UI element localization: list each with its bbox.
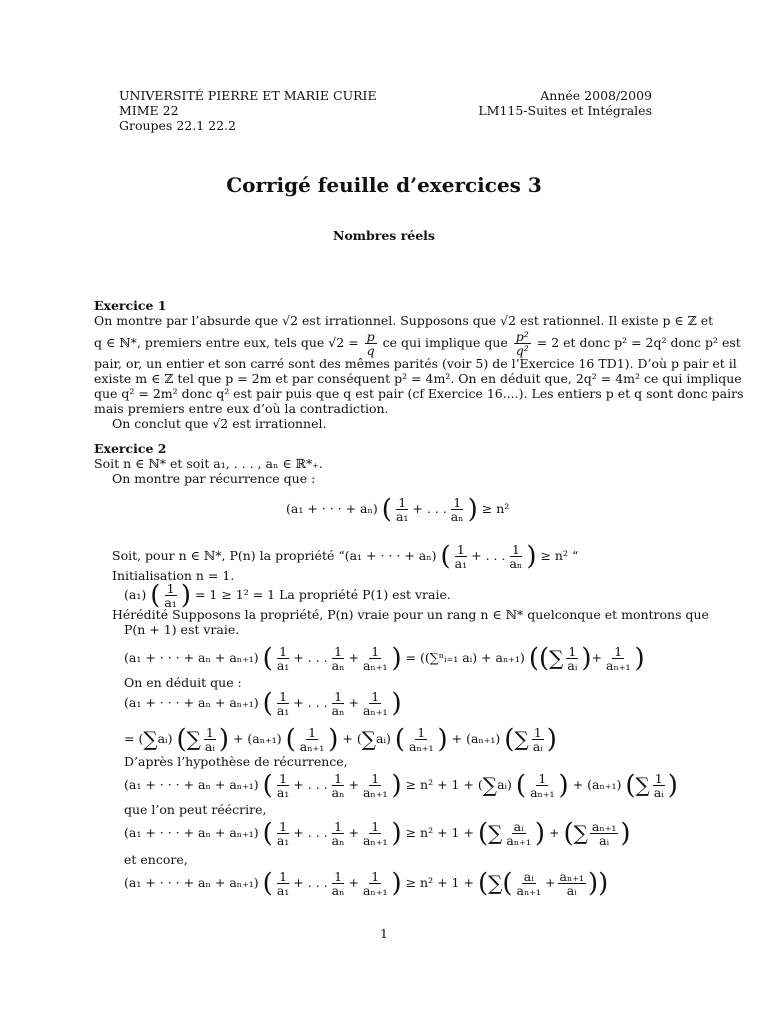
deduction-label: On en déduit que : [124, 675, 242, 690]
equation-main-inequality: (a₁ + · · · + aₙ) ( $\frac{1}{\text{a₁}}$ + . . . $\frac{1}{\text{aₙ}}$ ) ≥ n² [286, 494, 510, 525]
exercise-2-heading: Exercice 2 [94, 441, 167, 456]
ex1-line-5: que q² = 2m² donc q² est pair puis que q est pair (cf Exercice 16....). Les entiers p et q sont donc pairs [94, 386, 744, 401]
and-again-label: et encore, [124, 852, 188, 867]
groups: Groupes 22.1 22.2 [119, 118, 236, 133]
equation-lhs: (a₁ + · · · + aₙ + aₙ₊₁) ( $\frac{1}{\text{a₁}}$ + . . . $\frac{1}{\text{aₙ}}$ + $\frac{1}{\text{aₙ₊₁}}$ ) [124, 688, 402, 719]
university-name: UNIVERSITÉ PIERRE ET MARIE CURIE [119, 88, 377, 103]
ex1-conclusion: On conclut que √2 est irrationnel. [112, 416, 327, 431]
equation-expansion: (a₁ + · · · + aₙ + aₙ₊₁) ( $\frac{1}{\text{a₁}}$ + . . . $\frac{1}{\text{aₙ}}$ + $\frac{1}{\text{aₙ₊₁}}$ ) = ((∑ⁿᵢ₌₁ aᵢ) + aₙ₊₁) ((∑ $\frac{1}{\text{aᵢ}}$ )+ $\frac{1}{\text{aₙ₊₁}}$ ) [124, 643, 645, 674]
section-subtitle: Nombres réels [333, 228, 435, 243]
ex1-line-4: existe m ∈ ℤ tel que p = 2m et par conséquent p² = 4m². On en déduit que, 2q² = 4m² ce qui implique [94, 371, 742, 386]
ex1-line-1: On montre par l’absurde que √2 est irrationnel. Supposons que √2 est rationnel. Il existe p ∈ ℤ et [94, 313, 714, 328]
property-definition: Soit, pour n ∈ ℕ*, P(n) la propriété “(a₁ + · · · + aₙ) ( $\frac{1}{\text{a₁}}$ + . . . $\frac{1}{\text{aₙ}}$ ) ≥ n² “ [112, 541, 579, 572]
initialisation-label: Initialisation n = 1. [112, 568, 235, 583]
equation-final: (a₁ + · · · + aₙ + aₙ₊₁) ( $\frac{1}{\text{a₁}}$ + . . . $\frac{1}{\text{aₙ}}$ + $\frac{1}{\text{aₙ₊₁}}$ ) ≥ n² + 1 + (∑( $\frac{\text{aᵢ}}{\text{aₙ₊₁}}$ + $\frac{\text{aₙ₊₁}}{\text{aᵢ}}$ )) [124, 868, 609, 899]
academic-year: Année 2008/2009 [540, 88, 652, 103]
exercise-1-heading: Exercice 1 [94, 298, 167, 313]
ex2-line-1: Soit n ∈ ℕ* et soit a₁, . . . , aₙ ∈ ℝ*₊. [94, 456, 323, 471]
page-number: 1 [380, 926, 388, 941]
initialisation-equation: (a₁) ( $\frac{1}{\text{a₁}}$ ) = 1 ≥ 1² = 1 La propriété P(1) est vraie. [124, 580, 451, 611]
fraction-p-over-q: $\frac{p}{q}$ [366, 329, 375, 358]
ex1-line-3: pair, or, un entier et son carré sont des mêmes parités (voir 5) de l’Exercice 16 TD1). D’où p pair et il [94, 356, 737, 371]
heredite-line-2: P(n + 1) est vraie. [124, 622, 240, 637]
fraction-p2-over-q2: $\frac{\text{p²}}{\text{q²}}$ [515, 329, 529, 358]
ex1-line-6: mais premiers entre eux d’où la contradiction. [94, 401, 389, 416]
recurrence-hypothesis-label: D’après l’hypothèse de récurrence, [124, 754, 348, 769]
rewrite-label: que l’on peut réécrire, [124, 802, 267, 817]
course-code: MIME 22 [119, 103, 179, 118]
page-title: Corrigé feuille d’exercices 3 [226, 173, 542, 197]
heredite-line-1: Hérédité Supposons la propriété, P(n) vraie pour un rang n ∈ ℕ* quelconque et montrons que [112, 607, 709, 622]
ex2-line-2: On montre par récurrence que : [112, 471, 316, 486]
equation-hypothesis-applied: (a₁ + · · · + aₙ + aₙ₊₁) ( $\frac{1}{\text{a₁}}$ + . . . $\frac{1}{\text{aₙ}}$ + $\frac{1}{\text{aₙ₊₁}}$ ) ≥ n² + 1 + (∑aᵢ) ( $\frac{1}{\text{aₙ₊₁}}$ ) + (aₙ₊₁) (∑ $\frac{1}{\text{aᵢ}}$ ) [124, 770, 678, 801]
ex1-line-2: q ∈ ℕ*, premiers entre eux, tels que √2 = $\frac{p}{q}$ ce qui implique que $\frac{\text{p²}}{\text{q²}}$ = 2 et donc p² = 2q² donc p² est [94, 329, 741, 358]
equation-rewritten: (a₁ + · · · + aₙ + aₙ₊₁) ( $\frac{1}{\text{a₁}}$ + . . . $\frac{1}{\text{aₙ}}$ + $\frac{1}{\text{aₙ₊₁}}$ ) ≥ n² + 1 + (∑ $\frac{\text{aᵢ}}{\text{aₙ₊₁}}$ ) + (∑ $\frac{\text{aₙ₊₁}}{\text{aᵢ}}$ ) [124, 818, 631, 849]
equation-expanded-sums: = (∑aᵢ) (∑ $\frac{1}{\text{aᵢ}}$ ) + (aₙ₊₁) ( $\frac{1}{\text{aₙ₊₁}}$ ) + (∑aᵢ) ( $\frac{1}{\text{aₙ₊₁}}$ ) + (aₙ₊₁) (∑ $\frac{1}{\text{aᵢ}}$ ) [124, 724, 557, 755]
module-name: LM115-Suites et Intégrales [478, 103, 652, 118]
